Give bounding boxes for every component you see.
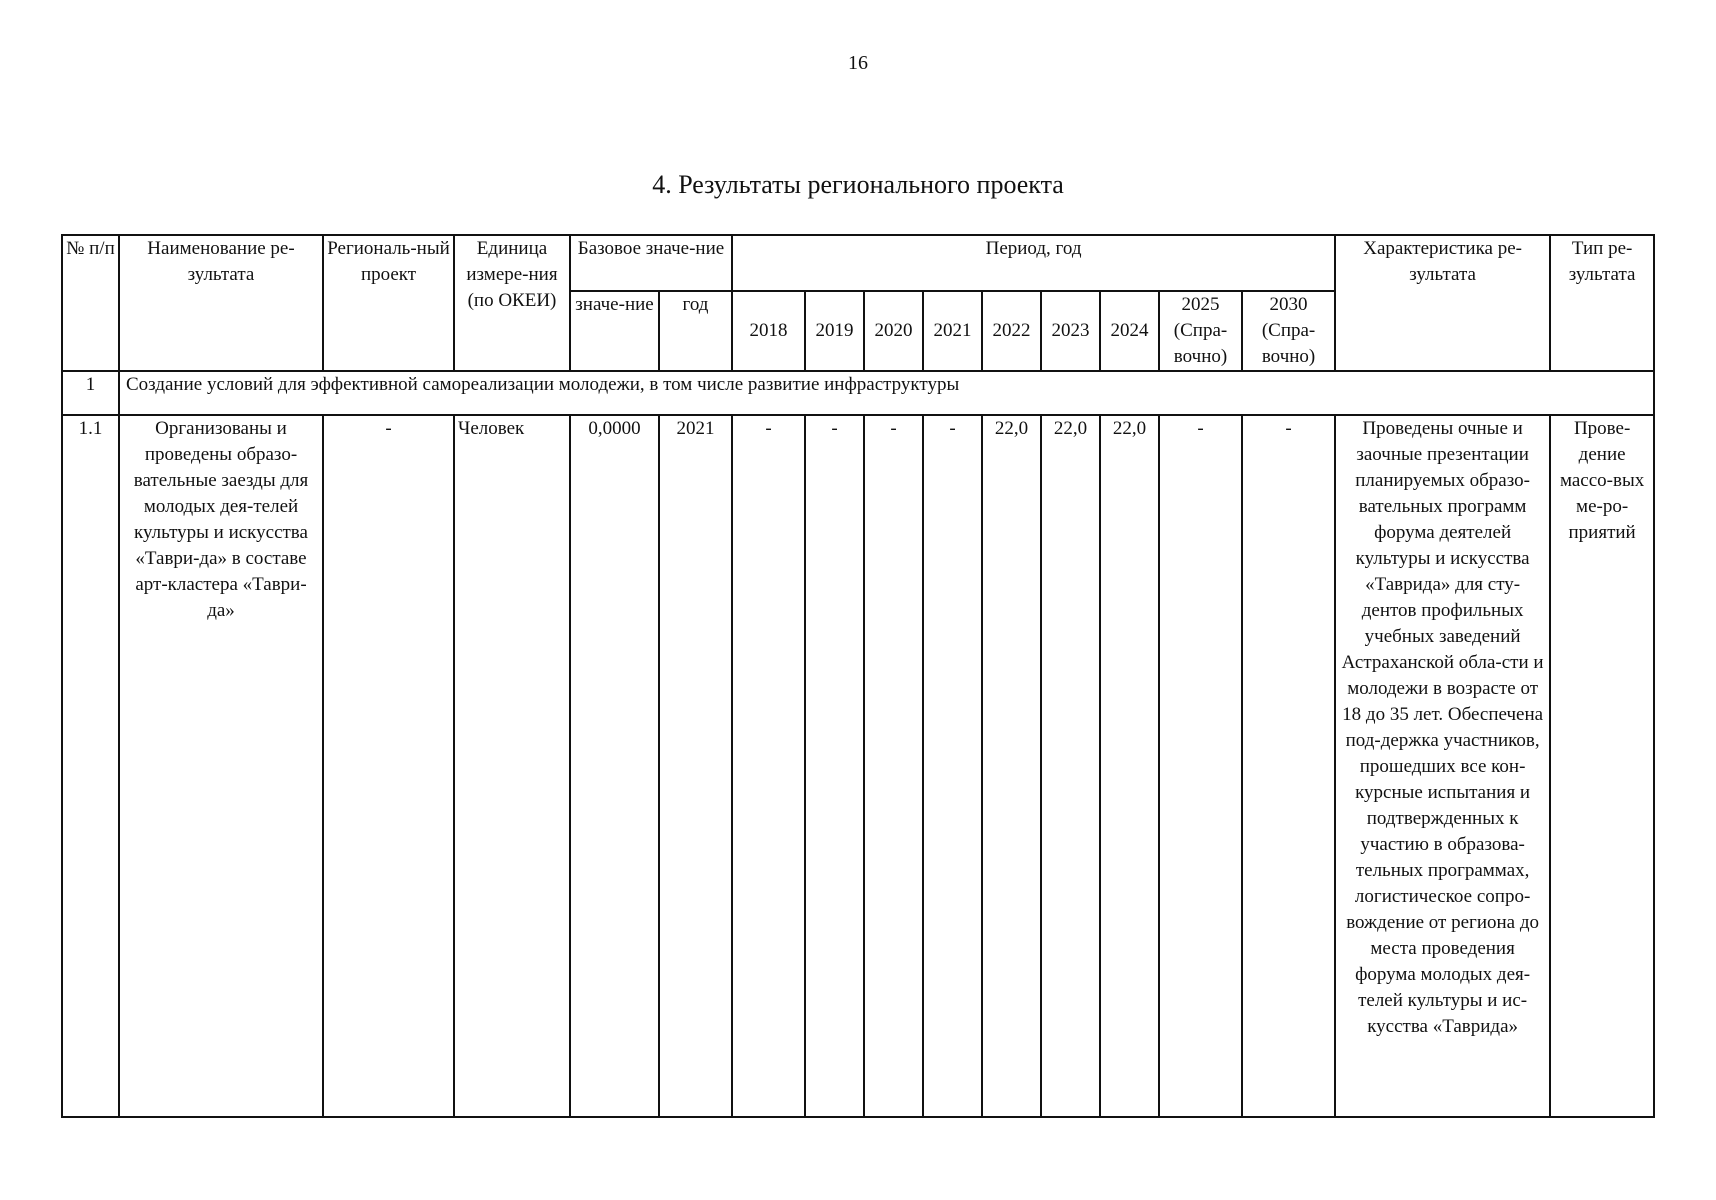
header-year: 2021 <box>923 291 982 371</box>
row-num: 1.1 <box>62 415 119 1117</box>
row-value-2018: - <box>732 415 805 1117</box>
header-year: 2023 <box>1041 291 1100 371</box>
header-type: Тип ре-зультата <box>1550 235 1654 371</box>
header-num: № п/п <box>62 235 119 371</box>
header-year: 2030 (Спра-вочно) <box>1242 291 1335 371</box>
row-type: Прове-дение массо-вых ме-ро-приятий <box>1550 415 1654 1117</box>
row-value-2020: - <box>864 415 923 1117</box>
section-num: 1 <box>62 371 119 415</box>
header-base-value: значе-ние <box>570 291 659 371</box>
section-heading: Создание условий для эффективной самореализации молодежи, в том числе развитие инфраструктуры <box>119 371 1654 415</box>
header-base: Базовое значе-ние <box>570 235 732 291</box>
section-title: 4. Результаты регионального проекта <box>652 170 1064 199</box>
row-value-2021: - <box>923 415 982 1117</box>
header-year: 2022 <box>982 291 1041 371</box>
header-row <box>62 235 1654 291</box>
header-unit: Единица измере-ния (по ОКЕИ) <box>454 235 570 371</box>
table-row <box>62 415 1654 1117</box>
row-value-2022: 22,0 <box>982 415 1041 1117</box>
header-year: 2019 <box>805 291 864 371</box>
row-base-year: 2021 <box>659 415 732 1117</box>
row-characteristic: Проведены очные и заочные презентации планируемых образо-вательных программ форума деятелей культуры и искусства «Таврида» для сту-дентов профильных учебных заведений Астраханской обла-сти и молодежи в возрасте от 18 до 35 лет. Обеспечена под-держка участников, прошедших все кон-курсные испытания и подтвержденных к участию в образова-тельных программах, логистическое сопро-вождение от региона до места проведения форума молодых дея-телей культуры и ис-кусства «Таврида» <box>1335 415 1550 1117</box>
row-value-2019: - <box>805 415 864 1117</box>
header-name: Наименование ре-зультата <box>119 235 323 371</box>
row-value-2024: 22,0 <box>1100 415 1159 1117</box>
row-value-2025: - <box>1159 415 1242 1117</box>
row-regional-project: - <box>323 415 454 1117</box>
header-year: 2018 <box>732 291 805 371</box>
results-table <box>61 234 1655 1118</box>
row-name: Организованы и проведены образо-вательные заезды для молодых дея-телей культуры и искусства «Таври-да» в составе арт-кластера «Таври-да» <box>119 415 323 1117</box>
header-year: 2020 <box>864 291 923 371</box>
header-characteristic: Характеристика ре-зультата <box>1335 235 1550 371</box>
page-number: 16 <box>848 52 868 74</box>
header-period: Период, год <box>732 235 1335 291</box>
row-base-value: 0,0000 <box>570 415 659 1117</box>
header-regional-project: Региональ-ный проект <box>323 235 454 371</box>
header-year: 2024 <box>1100 291 1159 371</box>
row-value-2030: - <box>1242 415 1335 1117</box>
section-row <box>62 371 1654 415</box>
header-year: 2025 (Спра-вочно) <box>1159 291 1242 371</box>
row-unit: Человек <box>454 415 570 1117</box>
header-base-year: год <box>659 291 732 371</box>
row-value-2023: 22,0 <box>1041 415 1100 1117</box>
